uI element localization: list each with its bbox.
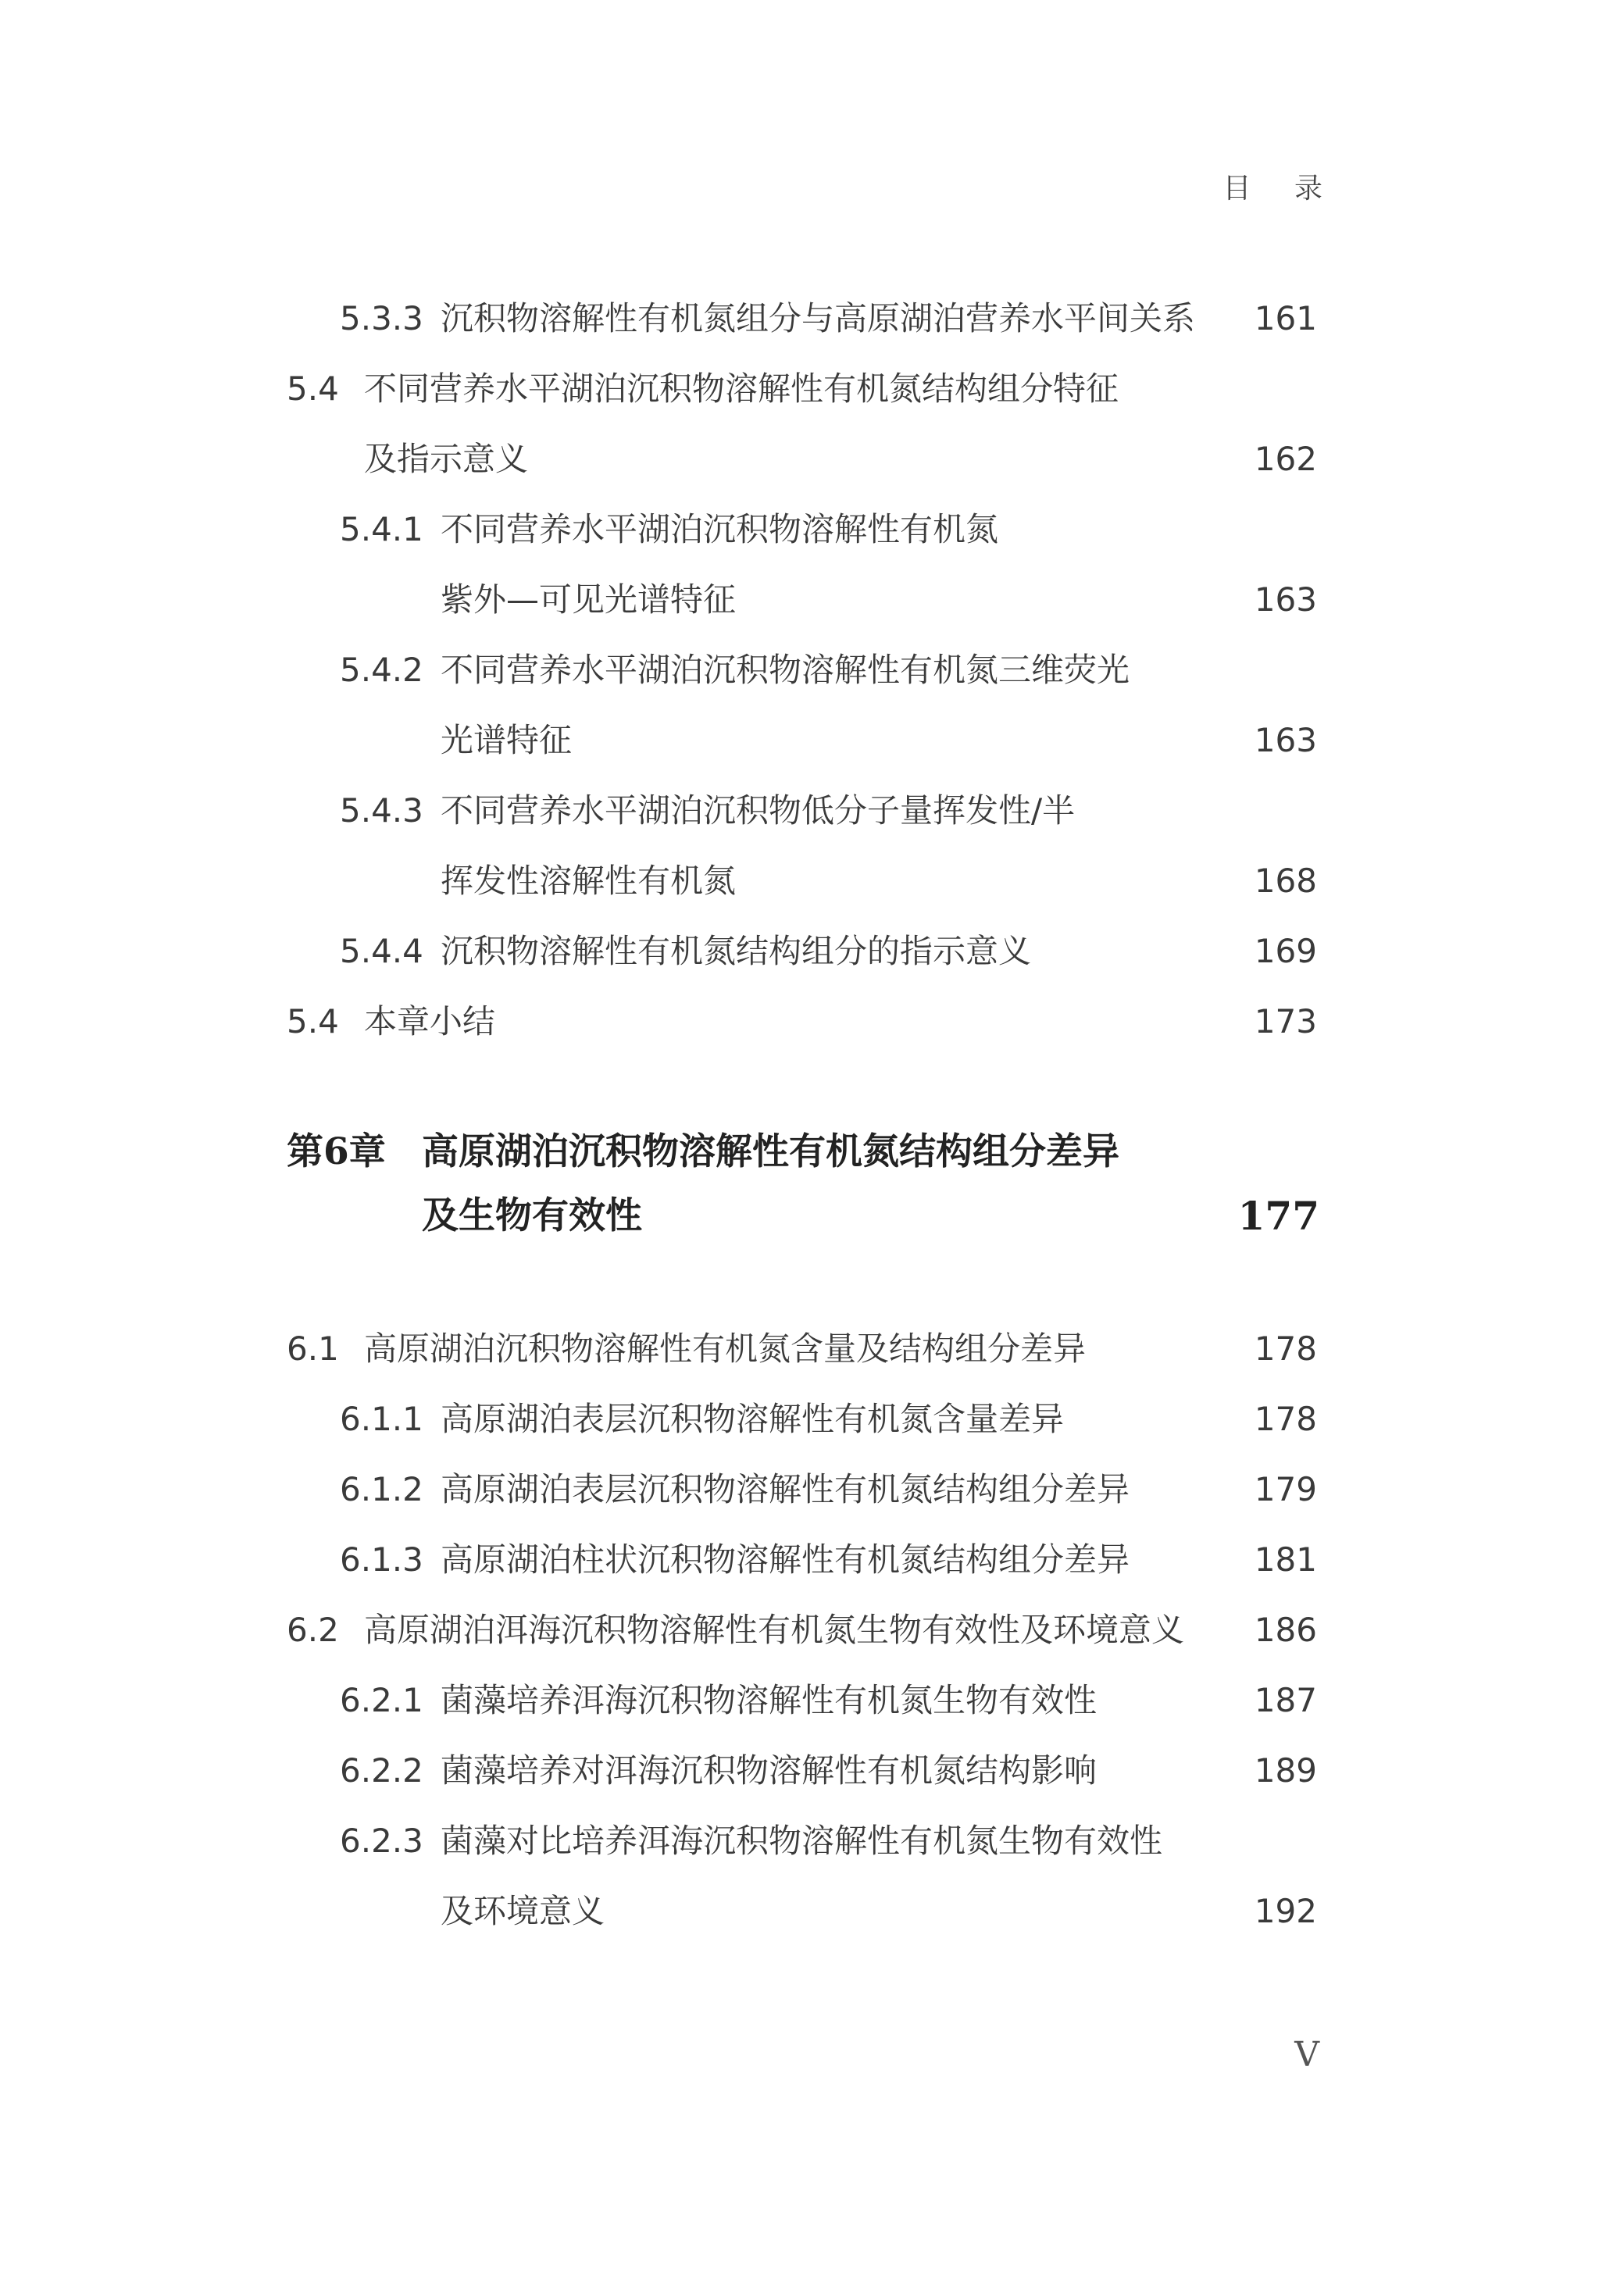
section-number: 5.4.1 — [340, 510, 423, 548]
page-number: 169 — [1254, 932, 1317, 970]
section-number: 6.2.2 — [340, 1751, 423, 1790]
page-number: 168 — [1254, 862, 1317, 900]
section-title: 不同营养水平湖泊沉积物溶解性有机氮 — [441, 510, 999, 548]
section-number: 6.2.3 — [340, 1822, 423, 1860]
chapter-entry-continuation[interactable] — [0, 1189, 1624, 1244]
section-title: 菌藻培养洱海沉积物溶解性有机氮生物有效性 — [441, 1681, 1098, 1719]
section-number: 6.2 — [287, 1611, 339, 1649]
page-number: 181 — [1254, 1540, 1317, 1579]
section-number: 5.4 — [287, 1002, 339, 1040]
page-number: 173 — [1254, 1002, 1317, 1040]
section-title: 不同营养水平湖泊沉积物低分子量挥发性/半 — [441, 791, 1076, 830]
toc-entry[interactable] — [0, 998, 1624, 1045]
section-title: 高原湖泊柱状沉积物溶解性有机氮结构组分差异 — [441, 1540, 1130, 1579]
section-title-continued: 及环境意义 — [441, 1892, 605, 1930]
section-number: 5.3.3 — [340, 299, 423, 337]
toc-entry[interactable] — [0, 647, 1624, 694]
toc-entry[interactable] — [0, 366, 1624, 412]
page-number: 162 — [1254, 440, 1317, 478]
page-folio: V — [1294, 2035, 1319, 2075]
toc-entry[interactable] — [0, 1677, 1624, 1724]
toc-entry[interactable] — [0, 1396, 1624, 1443]
toc-entry[interactable] — [0, 928, 1624, 975]
toc-entry[interactable] — [0, 1747, 1624, 1794]
page-number: 161 — [1254, 299, 1317, 337]
chapter-title: 高原湖泊沉积物溶解性有机氮结构组分差异 — [422, 1130, 1119, 1173]
toc-entry[interactable] — [0, 506, 1624, 553]
section-title: 高原湖泊表层沉积物溶解性有机氮结构组分差异 — [441, 1470, 1130, 1508]
running-head: 目 录 — [1222, 173, 1340, 205]
section-title-continued: 及指示意义 — [364, 440, 529, 478]
section-title-continued: 挥发性溶解性有机氮 — [441, 862, 737, 900]
section-title: 沉积物溶解性有机氮结构组分的指示意义 — [441, 932, 1032, 970]
section-title: 菌藻培养对洱海沉积物溶解性有机氮结构影响 — [441, 1751, 1098, 1790]
toc-entry-continuation[interactable] — [0, 1888, 1624, 1935]
section-title: 高原湖泊洱海沉积物溶解性有机氮生物有效性及环境意义 — [364, 1611, 1185, 1649]
toc-entry[interactable] — [0, 1326, 1624, 1372]
toc-entry[interactable] — [0, 1466, 1624, 1513]
chapter-entry[interactable] — [0, 1125, 1624, 1180]
section-title: 高原湖泊表层沉积物溶解性有机氮含量差异 — [441, 1400, 1065, 1438]
toc-entry[interactable] — [0, 1818, 1624, 1865]
chapter-number: 第6章 — [287, 1130, 386, 1173]
toc-entry[interactable] — [0, 295, 1624, 342]
section-title: 不同营养水平湖泊沉积物溶解性有机氮结构组分特征 — [364, 369, 1119, 408]
page-number: 179 — [1254, 1470, 1317, 1508]
section-title-continued: 紫外—可见光谱特征 — [441, 580, 737, 619]
page-number: 189 — [1254, 1751, 1317, 1790]
section-title-continued: 光谱特征 — [441, 721, 573, 759]
page-number: 186 — [1254, 1611, 1317, 1649]
section-number: 5.4.2 — [340, 651, 423, 689]
toc-entry[interactable] — [0, 1607, 1624, 1654]
toc-entry-continuation[interactable] — [0, 717, 1624, 764]
section-title: 不同营养水平湖泊沉积物溶解性有机氮三维荧光 — [441, 651, 1130, 689]
section-title: 本章小结 — [364, 1002, 496, 1040]
section-number: 5.4.4 — [340, 932, 423, 970]
chapter-page-number: 177 — [1237, 1193, 1319, 1239]
toc-entry-continuation[interactable] — [0, 858, 1624, 905]
section-number: 6.2.1 — [340, 1681, 423, 1719]
page-number: 163 — [1254, 580, 1317, 619]
section-number: 6.1 — [287, 1330, 339, 1368]
section-number: 5.4.3 — [340, 791, 423, 830]
section-number: 5.4 — [287, 369, 339, 408]
section-title: 高原湖泊沉积物溶解性有机氮含量及结构组分差异 — [364, 1330, 1087, 1368]
page-number: 163 — [1254, 721, 1317, 759]
toc-entry[interactable] — [0, 787, 1624, 834]
page-number: 187 — [1254, 1681, 1317, 1719]
toc-entry-continuation[interactable] — [0, 436, 1624, 483]
page-number: 178 — [1254, 1400, 1317, 1438]
page-number: 178 — [1254, 1330, 1317, 1368]
toc-entry[interactable] — [0, 1537, 1624, 1583]
chapter-title-continued: 及生物有效性 — [422, 1194, 642, 1237]
section-title: 菌藻对比培养洱海沉积物溶解性有机氮生物有效性 — [441, 1822, 1163, 1860]
section-number: 6.1.2 — [340, 1470, 423, 1508]
page-number: 192 — [1254, 1892, 1317, 1930]
section-number: 6.1.3 — [340, 1540, 423, 1579]
section-number: 6.1.1 — [340, 1400, 423, 1438]
section-title: 沉积物溶解性有机氮组分与高原湖泊营养水平间关系 — [441, 299, 1196, 337]
toc-entry-continuation[interactable] — [0, 576, 1624, 623]
